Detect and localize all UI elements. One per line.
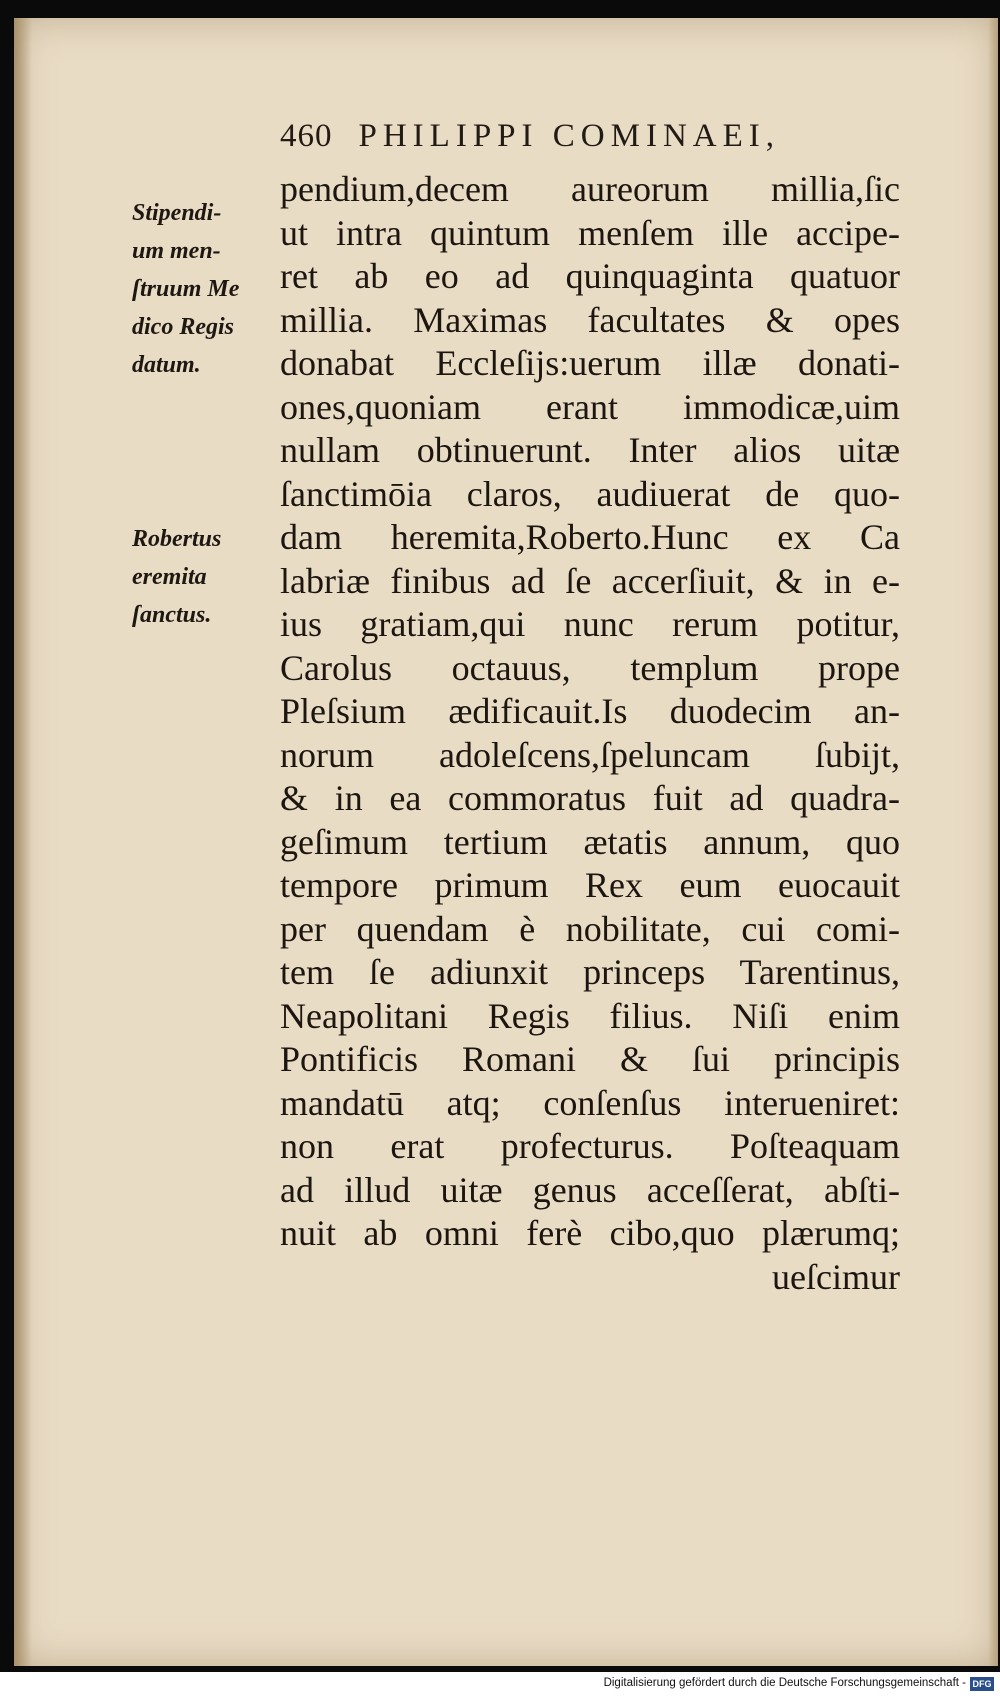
text-line: mandatū atq; conſenſus interueniret: <box>280 1082 900 1123</box>
marginal-note-line: datum. <box>132 352 201 378</box>
page-header <box>280 118 900 155</box>
marginal-note-line: Stipendi- <box>132 200 222 226</box>
marginal-note-line: ſanctus. <box>132 602 212 628</box>
funding-credit: Digitalisierung gefördert durch die Deutsche Forschungsgemeinschaft - <box>603 1677 966 1689</box>
text-line: ius gratiam,qui nunc rerum potitur, <box>280 604 900 644</box>
body-text <box>280 168 900 1299</box>
dfg-logo: DFG <box>970 1677 994 1691</box>
marginal-note-line: ſtruum Me <box>132 276 240 302</box>
catchword: ueſcimur <box>772 1256 900 1297</box>
text-line: Neapolitani Regis filius. Niſi enim <box>280 995 900 1036</box>
text-line: Pontificis Romani & ſui principis <box>280 1039 900 1079</box>
text-line: ad illud uitæ genus acceſſerat, abſti- <box>280 1169 900 1210</box>
text-line: millia. Maximas facultates & opes <box>280 299 900 340</box>
text-line: ret ab eo ad quinquaginta quatuor <box>280 256 900 296</box>
running-title: PHILIPPI COMINAEI, <box>358 118 780 154</box>
marginal-note <box>132 520 221 634</box>
text-line: pendium,decem aureorum millia,ſic <box>280 169 900 209</box>
text-line: Pleſsium ædificauit.Is duodecim an- <box>280 691 900 731</box>
text-line: donabat Eccleſijs:uerum illæ donati- <box>280 343 900 383</box>
text-line: ut intra quintum menſem ille accipe- <box>280 212 900 253</box>
text-line: per quendam è nobilitate, cui comi- <box>280 908 900 949</box>
text-line: Carolus octauus, templum prope <box>280 647 900 688</box>
text-line: tem ſe adiunxit princeps Tarentinus, <box>280 952 900 992</box>
marginal-note-line: eremita <box>132 564 207 590</box>
text-line: nuit ab omni ferè cibo,quo plærumq; <box>280 1213 900 1253</box>
page-number: 460 <box>280 118 333 154</box>
marginal-note-line: Robertus <box>132 526 222 552</box>
marginal-note <box>132 194 239 384</box>
text-line: ones,quoniam erant immodicæ,uim <box>280 386 900 427</box>
marginal-note-line: um men- <box>132 238 221 264</box>
text-line: non erat profecturus. Poſteaquam <box>280 1126 900 1166</box>
text-line: labriæ finibus ad ſe accerſiuit, & in e- <box>280 560 900 601</box>
text-line: tempore primum Rex eum euocauit <box>280 865 900 905</box>
text-line: ſanctimōia claros, audiuerat de quo- <box>280 473 900 514</box>
marginal-note-line: dico Regis <box>132 314 234 340</box>
book-page <box>14 18 998 1666</box>
footer <box>0 1672 1000 1700</box>
text-line: & in ea commoratus fuit ad quadra- <box>280 778 900 818</box>
text-line: norum adoleſcens,ſpeluncam ſubijt, <box>280 734 900 775</box>
text-line: geſimum tertium ætatis annum, quo <box>280 821 900 862</box>
text-line: nullam obtinuerunt. Inter alios uitæ <box>280 430 900 470</box>
text-line: dam heremita,Roberto.Hunc ex Ca <box>280 517 900 557</box>
